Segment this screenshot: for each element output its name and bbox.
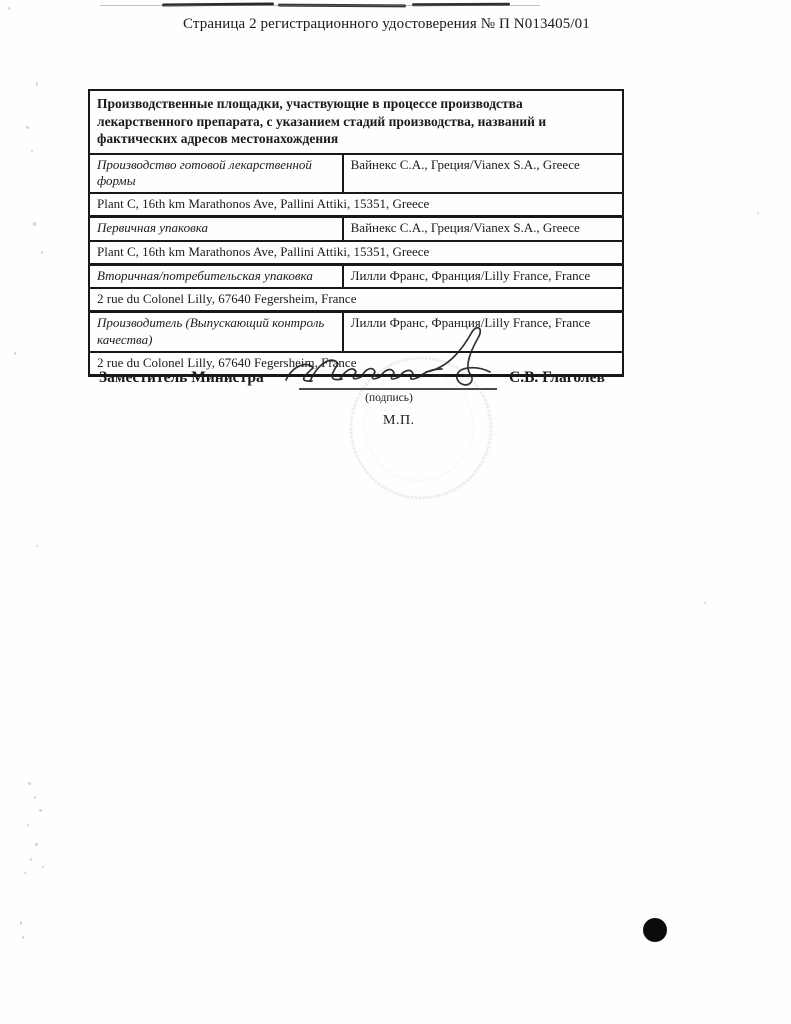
scan-speckle xyxy=(120,230,122,232)
scan-speckle xyxy=(757,212,759,214)
stamp-place-caption: М.П. xyxy=(383,413,415,428)
scan-speckle xyxy=(22,936,24,939)
table-row xyxy=(89,193,623,217)
scan-punch-dot xyxy=(643,918,667,942)
company-cell: Лилли Франс, Франция/Lilly France, France xyxy=(343,264,623,288)
stage-cell: Первичная упаковка xyxy=(89,217,343,241)
table-row xyxy=(89,264,623,288)
scan-speckle xyxy=(704,602,706,604)
scan-speckle xyxy=(36,82,38,86)
scan-speckle xyxy=(34,796,36,799)
table-title: Производственные площадки, участвующие в процессе производства лекарственного препарата, с указанием стадий производства, названий и фактических адресов местонахождения xyxy=(89,90,623,154)
scan-speckle xyxy=(26,126,29,129)
address-cell: 2 rue du Colonel Lilly, 67640 Fegersheim, France xyxy=(89,352,623,376)
faint-stamp-inner-ring xyxy=(364,371,474,481)
table-row xyxy=(89,90,623,154)
scan-speckle xyxy=(35,843,38,846)
scan-speckle xyxy=(28,782,31,785)
scan-speckle xyxy=(24,872,26,874)
stage-cell: Вторичная/потребительская упаковка xyxy=(89,264,343,288)
address-cell: 2 rue du Colonel Lilly, 67640 Fegersheim, France xyxy=(89,288,623,312)
scan-speckle xyxy=(20,921,22,925)
address-cell: Plant C, 16th km Marathonos Ave, Pallini Attiki, 15351, Greece xyxy=(89,193,623,217)
scan-speckle xyxy=(8,7,10,10)
table-row xyxy=(89,241,623,265)
table-row xyxy=(89,154,623,194)
stage-cell: Производитель (Выпускающий контроль качества) xyxy=(89,312,343,352)
signer-name: С.В. Глаголев xyxy=(509,369,605,386)
page-title: Страница 2 регистрационного удостоверения № П N013405/01 xyxy=(183,16,590,32)
scan-speckle xyxy=(39,809,42,812)
scan-speckle xyxy=(27,824,29,826)
company-cell: Лилли Франс, Франция/Lilly France, France xyxy=(343,312,623,352)
company-cell: Вайнекс С.А., Греция/Vianex S.A., Greece xyxy=(343,217,623,241)
scan-speckle xyxy=(36,545,38,547)
table-row xyxy=(89,288,623,312)
company-cell: Вайнекс С.А., Греция/Vianex S.A., Greece xyxy=(343,154,623,194)
signer-position-title: Заместитель Министра xyxy=(99,369,264,386)
scan-speckle xyxy=(33,222,36,226)
table-row xyxy=(89,217,623,241)
scan-speckle xyxy=(30,858,32,861)
address-cell: Plant C, 16th km Marathonos Ave, Pallini Attiki, 15351, Greece xyxy=(89,241,623,265)
scan-edge-smudge xyxy=(100,0,540,8)
scan-speckle xyxy=(14,352,16,355)
signature-caption: (подпись) xyxy=(365,392,413,404)
stage-cell: Производство готовой лекарственной формы xyxy=(89,154,343,194)
scan-speckle xyxy=(31,150,33,152)
scan-speckle xyxy=(41,251,43,254)
scan-speckle xyxy=(42,866,44,868)
